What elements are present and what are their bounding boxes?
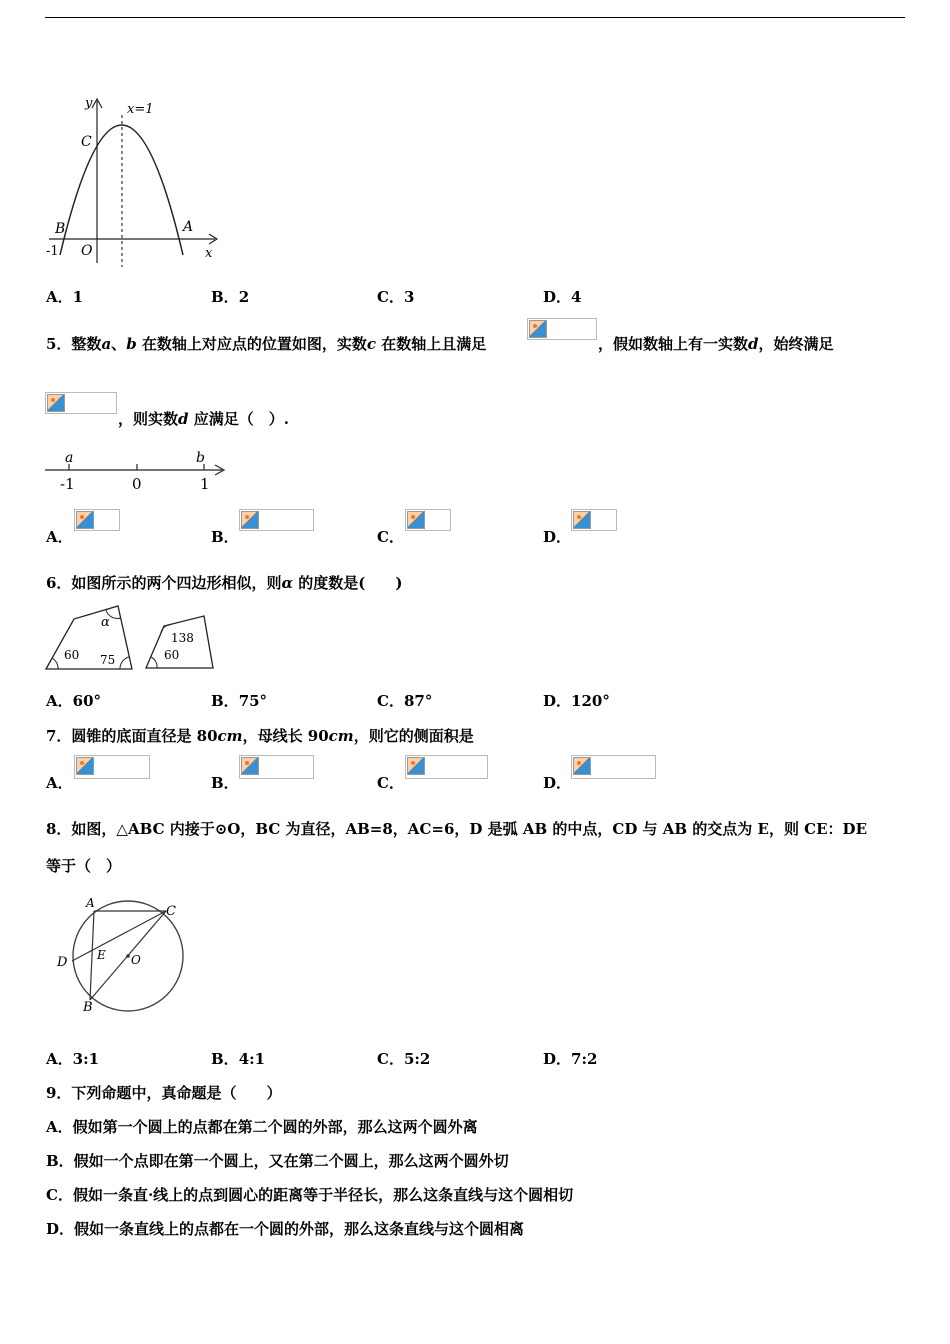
broken-image-icon	[529, 320, 547, 338]
point-e-label: E	[97, 948, 106, 962]
q7-option-c[interactable]: C．	[377, 774, 404, 792]
q5-option-a[interactable]: A．	[46, 528, 73, 546]
q9-option-d[interactable]: D．假如一条直线上的点都在一个圆的外部，那么这条直线与这个圆相离	[46, 1220, 525, 1238]
q9-option-b[interactable]: B．假如一个点即在第一个圆上，又在第二个圆上，那么这两个圆外切	[46, 1152, 509, 1170]
quadrilateral-large	[46, 606, 132, 669]
q4-option-a[interactable]: A．1	[46, 288, 84, 306]
q4-option-d[interactable]: D．4	[543, 288, 582, 306]
q5-option-d-image[interactable]	[571, 509, 617, 531]
q9-option-c[interactable]: C．假如一条直·线上的点到圆心的距离等于半径长，那么这条直线与这个圆相切	[46, 1186, 574, 1204]
q5-number-line	[44, 448, 229, 494]
q7-option-b-image[interactable]	[239, 755, 314, 779]
q8-stem-line2: 等于（ ）	[46, 857, 122, 875]
point-a-label: a	[65, 450, 74, 466]
q5-option-b[interactable]: B．	[211, 528, 239, 546]
q9-stem: 9．下列命题中，真命题是（ ）	[46, 1084, 282, 1102]
point-a-label: A	[86, 896, 95, 910]
q8-option-a[interactable]: A．3:1	[46, 1050, 100, 1068]
angle-arc-60-small	[151, 657, 157, 668]
point-c-label: C	[166, 904, 176, 919]
q7-option-d[interactable]: D．	[543, 774, 572, 792]
broken-image-icon	[47, 394, 65, 412]
segment-ab	[90, 911, 94, 1000]
q8-circle-figure	[52, 893, 190, 1015]
broken-image-icon	[573, 757, 591, 775]
angle-arc-75	[120, 657, 129, 669]
q5-option-c-image[interactable]	[405, 509, 451, 531]
angle-60-small-label: 60	[164, 648, 180, 662]
q6-option-a[interactable]: A．60°	[46, 692, 102, 710]
q6-option-c[interactable]: C．87°	[377, 692, 433, 710]
q4-option-b[interactable]: B．2	[211, 288, 250, 306]
point-d-label: D	[57, 955, 68, 970]
point-o-label: O	[131, 953, 141, 967]
broken-image-icon	[76, 757, 94, 775]
q7-option-a[interactable]: A．	[46, 774, 73, 792]
q8-option-c[interactable]: C．5:2	[377, 1050, 431, 1068]
angle-138-label: 138	[171, 631, 194, 645]
q8-option-b[interactable]: B．4:1	[211, 1050, 266, 1068]
point-b-label: B	[55, 221, 66, 237]
q5-option-a-image[interactable]	[74, 509, 120, 531]
q6-option-d[interactable]: D．120°	[543, 692, 610, 710]
broken-image-icon	[241, 757, 259, 775]
center-point	[126, 954, 130, 958]
q5-option-d[interactable]: D．	[543, 528, 572, 546]
q7-option-a-image[interactable]	[74, 755, 150, 779]
q8-option-d[interactable]: D．7:2	[543, 1050, 598, 1068]
label-minus-one: -1	[60, 475, 75, 493]
q8-stem-line1: 8．如图，△ABC 内接于⊙O，BC 为直径，AB=8，AC=6，D 是弧 AB 的中点，CD 与 AB 的交点为 E，则 CE：DE	[46, 820, 867, 838]
header-rule	[45, 17, 905, 18]
angle-60-label: 60	[64, 648, 80, 662]
q6-quadrilaterals-figure	[44, 602, 219, 674]
q7-option-d-image[interactable]	[571, 755, 656, 779]
point-a-label: A	[183, 219, 194, 235]
minus-one-label: -1	[46, 244, 59, 259]
broken-image-icon	[241, 511, 259, 529]
segment-cd	[72, 911, 166, 961]
broken-image-icon	[407, 757, 425, 775]
q5-stem-line1: 5．整数a、b 在数轴上对应点的位置如图，实数c 在数轴上且满足	[46, 335, 487, 353]
q6-stem: 6．如图所示的两个四边形相似，则α 的度数是( )	[46, 574, 403, 592]
broken-image-icon	[76, 511, 94, 529]
point-c-label: C	[81, 134, 92, 150]
q5-option-c[interactable]: C．	[377, 528, 404, 546]
angle-arc-138	[161, 625, 170, 634]
q4-option-c[interactable]: C．3	[377, 288, 415, 306]
point-b-label: b	[196, 450, 205, 466]
origin-label: O	[81, 243, 93, 259]
q7-option-c-image[interactable]	[405, 755, 488, 779]
angle-arc-60	[52, 658, 58, 669]
broken-image-icon	[407, 511, 425, 529]
q5-stem-line1-end: ，假如数轴上有一实数d，始终满足	[598, 335, 834, 353]
q5-stem-line2: ，则实数d 应满足（ ）.	[118, 410, 289, 428]
broken-image-icon	[573, 511, 591, 529]
q6-option-b[interactable]: B．75°	[211, 692, 268, 710]
angle-75-label: 75	[100, 653, 116, 667]
q9-option-a[interactable]: A．假如第一个圆上的点都在第二个圆的外部，那么这两个圆外离	[46, 1118, 478, 1136]
x-label: x	[205, 246, 213, 261]
q5-formula-image-1	[527, 318, 597, 340]
alpha-label: α	[101, 615, 110, 630]
label-one: 1	[200, 475, 210, 493]
q4-parabola-figure	[45, 95, 225, 270]
label-zero: 0	[132, 475, 142, 493]
point-b-label: B	[83, 1000, 93, 1015]
q7-option-b[interactable]: B．	[211, 774, 239, 792]
y-label: y	[85, 96, 93, 111]
q7-stem: 7．圆锥的底面直径是 80cm，母线长 90cm，则它的侧面积是	[46, 727, 474, 745]
sym-label: x=1	[127, 102, 154, 117]
q5-formula-image-2	[45, 392, 117, 414]
q5-option-b-image[interactable]	[239, 509, 314, 531]
